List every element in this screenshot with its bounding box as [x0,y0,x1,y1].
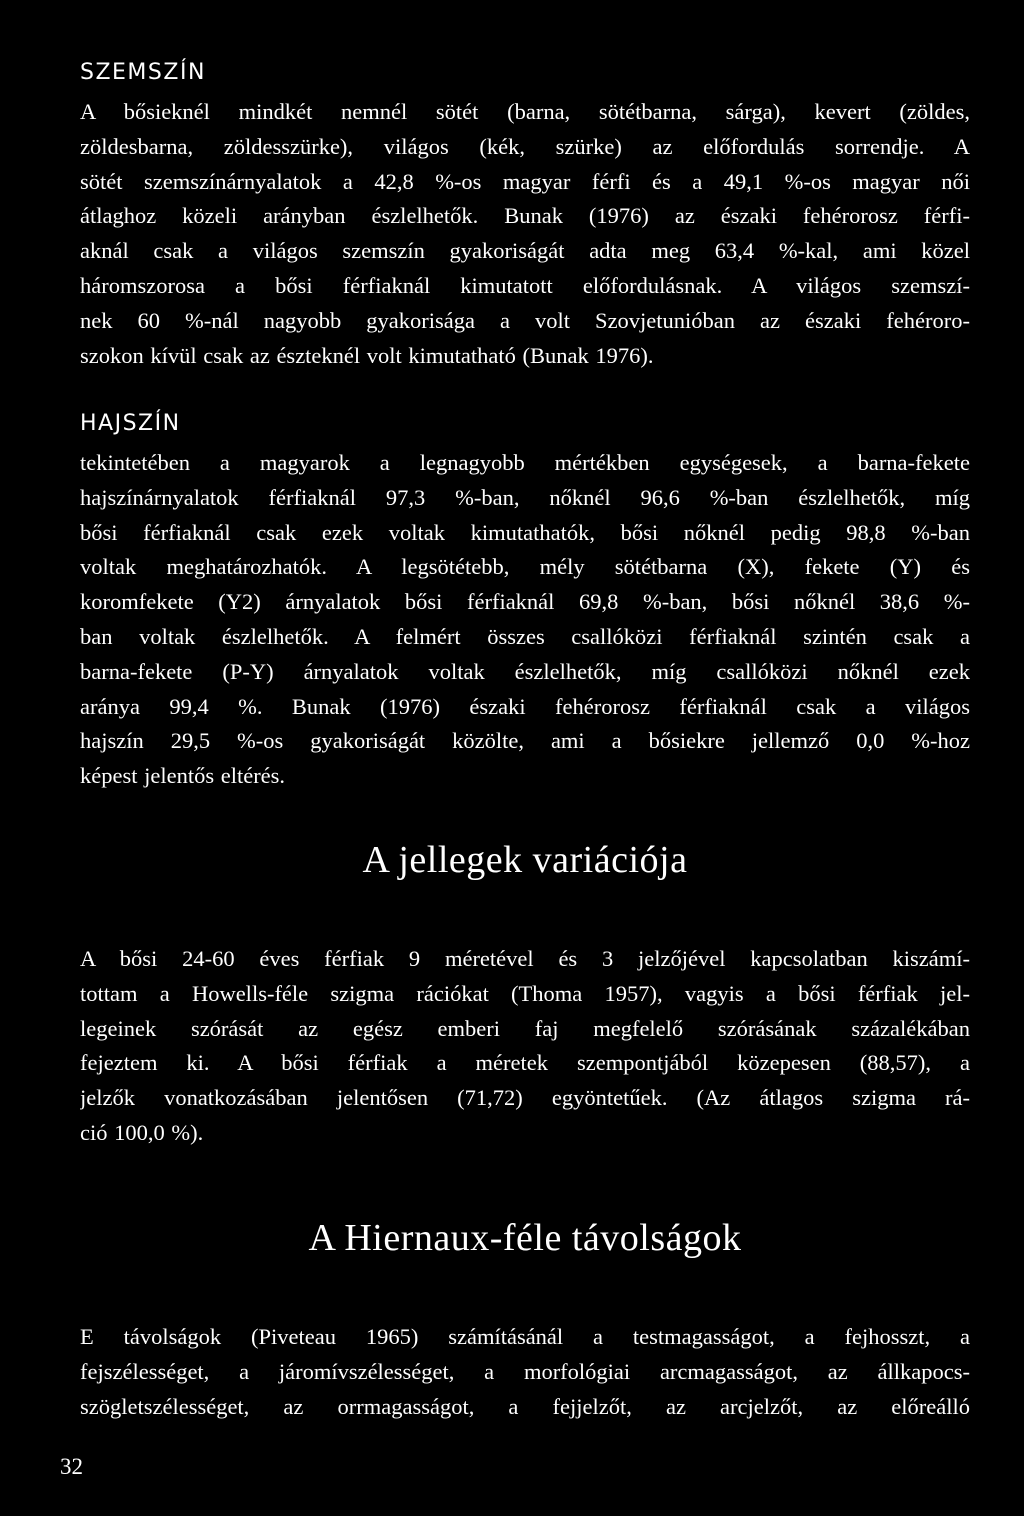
hair-color-paragraph [80,446,970,794]
variation-heading: A jellegek variációja [362,839,688,881]
text-line: szokon kívül csak az észteknél volt kimutatható (Bunak 1976). [80,342,654,368]
text-line: ban voltak észlelhetők. A felmért összes csallóközi férfiaknál szintén csak a [80,623,970,649]
text-line: átlaghoz közeli arányban észlelhetők. Bunak (1976) az északi fehérorosz férfi- [80,203,970,229]
eye-color-paragraph [80,95,970,373]
text-line: koromfekete (Y2) árnyalatok bősi férfiaknál 69,8 %-ban, bősi nőknél 38,6 %- [80,589,970,615]
text-line: szögletszélességet, az orrmagasságot, a fejjelzőt, az arcjelzőt, az előreálló [80,1393,970,1419]
variation-paragraph [80,942,970,1151]
text-line: nek 60 %-nál nagyobb gyakorisága a volt Szovjetunióban az északi fehéroro- [80,307,970,333]
text-line: tottam a Howells-féle szigma rációkat (Thoma 1957), vagyis a bősi férfiak jel- [80,980,970,1006]
text-line: sötét szemszínárnyalatok a 42,8 %-os magyar férfi és a 49,1 %-os magyar női [80,168,970,194]
text-line: hajszínárnyalatok férfiaknál 97,3 %-ban, nőknél 96,6 %-ban észlelhetők, míg [80,484,970,510]
text-line: jelzők vonatkozásában jelentősen (71,72) egyöntetűek. (Az átlagos szigma rá- [80,1085,970,1111]
text-line: aránya 99,4 %. Bunak (1976) északi fehérorosz férfiaknál csak a világos [80,693,970,719]
text-line: voltak meghatározhatók. A legsötétebb, mély sötétbarna (X), fekete (Y) és [80,554,970,580]
text-line: fejeztem ki. A bősi férfiak a méretek szempontjából közepesen (88,57), a [80,1050,970,1076]
text-line: A bősieknél mindkét nemnél sötét (barna, sötétbarna, sárga), kevert (zöldes, [80,99,970,124]
text-line: bősi férfiaknál csak ezek voltak kimutathatók, bősi nőknél pedig 98,8 %-ban [80,519,970,545]
text-line: legeinek szórását az egész emberi faj megfelelő szórásának százalékában [80,1015,970,1041]
hair-color-label: HAJSZÍN [80,411,181,436]
text-line: aknál csak a világos szemszín gyakoriságát adta meg 63,4 %-kal, ami közel [80,238,970,264]
text-line: barna-fekete (P-Y) árnyalatok voltak észlelhetők, míg csallóközi nőknél ezek [80,658,970,684]
text-line: háromszorosa a bősi férfiaknál kimutatott előfordulásnak. A világos szemszí- [80,272,970,298]
text-line: zöldesbarna, zöldesszürke), világos (kék, szürke) az előfordulás sorrendje. A [80,133,970,159]
page-number: 32 [60,1454,83,1479]
text-line: E távolságok (Piveteau 1965) számításánál a testmagasságot, a fejhosszt, a [80,1324,970,1349]
text-line: képest jelentős eltérés. [80,763,286,789]
text-line: ció 100,0 %). [80,1119,204,1145]
text-line: A bősi 24-60 éves férfiak 9 méretével és 3 jelzőjével kapcsolatban kiszámí- [80,946,970,971]
eye-color-label: SZEMSZÍN [80,60,206,85]
text-line: fejszélességet, a járomívszélességet, a morfológiai arcmagasságot, az állkapocs- [80,1358,970,1384]
text-line: hajszín 29,5 %-os gyakoriságát közölte, ami a bősiekre jellemző 0,0 %-hoz [80,728,970,754]
hiernaux-heading: A Hiernaux-féle távolságok [308,1217,742,1259]
hiernaux-paragraph [80,1320,970,1424]
text-line: tekintetében a magyarok a legnagyobb mértékben egységesek, a barna-fekete [80,450,970,475]
